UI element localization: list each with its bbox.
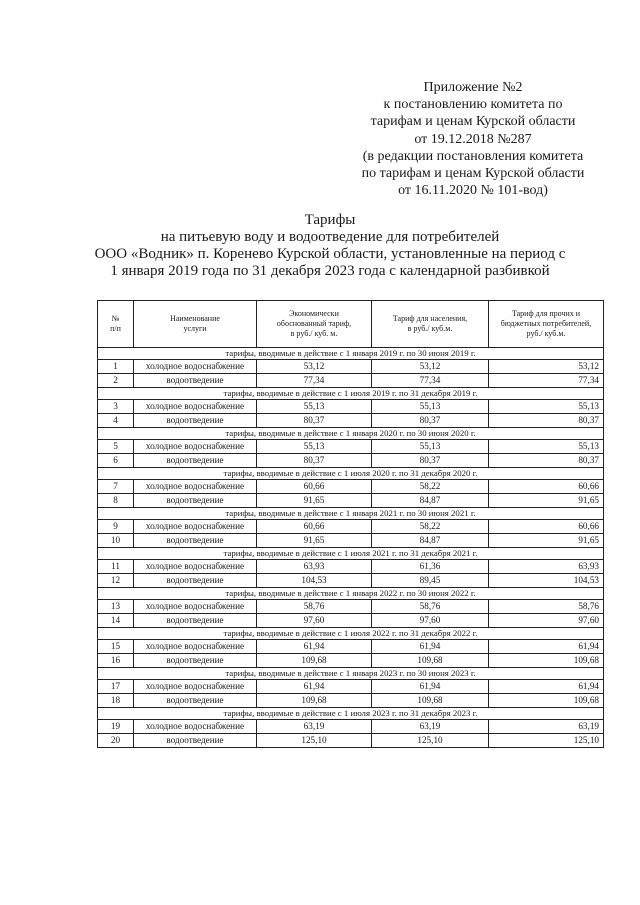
economic-tariff: 55,13 <box>257 400 372 414</box>
row-number: 10 <box>98 534 134 548</box>
table-row <box>98 720 604 734</box>
appendix-line: от 19.12.2018 №287 <box>414 131 532 147</box>
service-name: водоотведение <box>134 454 257 468</box>
other-tariff: 55,13 <box>489 400 604 414</box>
economic-tariff: 125,10 <box>257 734 372 748</box>
appendix-block <box>330 79 616 199</box>
economic-tariff: 91,65 <box>257 494 372 508</box>
service-name: водоотведение <box>134 414 257 428</box>
other-tariff: 91,65 <box>489 534 604 548</box>
other-tariff: 125,10 <box>489 734 604 748</box>
service-name: холодное водоснабжение <box>134 680 257 694</box>
population-tariff: 58,22 <box>372 480 489 494</box>
population-tariff: 63,19 <box>372 720 489 734</box>
table-row <box>98 414 604 428</box>
other-tariff: 80,37 <box>489 414 604 428</box>
title-line: 1 января 2019 года по 31 декабря 2023 года с календарной разбивкой <box>110 263 550 279</box>
period-label: тарифы, вводимые в действие с 1 июля 2019 г. по 31 декабря 2019 г. <box>98 388 604 400</box>
economic-tariff: 63,93 <box>257 560 372 574</box>
appendix-line: (в редакции постановления комитета <box>362 148 584 164</box>
population-tariff: 61,94 <box>372 640 489 654</box>
row-number: 5 <box>98 440 134 454</box>
row-number: 1 <box>98 360 134 374</box>
table-row <box>98 494 604 508</box>
population-tariff: 58,76 <box>372 600 489 614</box>
table-row <box>98 640 604 654</box>
period-row <box>98 628 604 640</box>
service-name: водоотведение <box>134 734 257 748</box>
service-name: водоотведение <box>134 574 257 588</box>
row-number: 18 <box>98 694 134 708</box>
service-name: холодное водоснабжение <box>134 400 257 414</box>
population-tariff: 77,34 <box>372 374 489 388</box>
population-tariff: 97,60 <box>372 614 489 628</box>
period-row <box>98 388 604 400</box>
economic-tariff: 80,37 <box>257 414 372 428</box>
other-tariff: 109,68 <box>489 654 604 668</box>
document-title <box>70 212 590 280</box>
service-name: водоотведение <box>134 534 257 548</box>
population-tariff: 84,87 <box>372 534 489 548</box>
economic-tariff: 53,12 <box>257 360 372 374</box>
table-header-row <box>98 301 604 348</box>
table-row <box>98 654 604 668</box>
period-label: тарифы, вводимые в действие с 1 января 2019 г. по 30 июня 2019 г. <box>98 348 604 360</box>
period-row <box>98 588 604 600</box>
other-tariff: 63,93 <box>489 560 604 574</box>
table-row <box>98 374 604 388</box>
service-name: холодное водоснабжение <box>134 440 257 454</box>
other-tariff: 91,65 <box>489 494 604 508</box>
period-row <box>98 428 604 440</box>
title-line: на питьевую воду и водоотведение для потребителей <box>160 229 500 245</box>
table-row <box>98 440 604 454</box>
header-other-tariff: Тариф для прочих и бюджетных потребителей, руб./ куб.м. <box>489 301 604 348</box>
other-tariff: 58,76 <box>489 600 604 614</box>
service-name: холодное водоснабжение <box>134 560 257 574</box>
appendix-line: к постановлению комитета по <box>383 97 563 113</box>
row-number: 8 <box>98 494 134 508</box>
economic-tariff: 61,94 <box>257 640 372 654</box>
service-name: водоотведение <box>134 374 257 388</box>
period-label: тарифы, вводимые в действие с 1 января 2023 г. по 30 июня 2023 г. <box>98 668 604 680</box>
table-row <box>98 614 604 628</box>
table-row <box>98 454 604 468</box>
economic-tariff: 60,66 <box>257 520 372 534</box>
service-name: водоотведение <box>134 654 257 668</box>
population-tariff: 109,68 <box>372 694 489 708</box>
population-tariff: 84,87 <box>372 494 489 508</box>
header-economic-tariff: Экономически обоснованный тариф, в руб./ куб. м. <box>257 301 372 348</box>
row-number: 15 <box>98 640 134 654</box>
population-tariff: 125,10 <box>372 734 489 748</box>
population-tariff: 53,12 <box>372 360 489 374</box>
other-tariff: 80,37 <box>489 454 604 468</box>
economic-tariff: 109,68 <box>257 694 372 708</box>
other-tariff: 63,19 <box>489 720 604 734</box>
row-number: 14 <box>98 614 134 628</box>
title-line: Тарифы <box>304 212 356 228</box>
other-tariff: 104,53 <box>489 574 604 588</box>
economic-tariff: 77,34 <box>257 374 372 388</box>
row-number: 4 <box>98 414 134 428</box>
service-name: холодное водоснабжение <box>134 480 257 494</box>
table-row <box>98 480 604 494</box>
row-number: 7 <box>98 480 134 494</box>
period-label: тарифы, вводимые в действие с 1 июля 2020 г. по 31 декабря 2020 г. <box>98 468 604 480</box>
appendix-line: тарифам и ценам Курской области <box>370 114 576 130</box>
economic-tariff: 58,76 <box>257 600 372 614</box>
other-tariff: 109,68 <box>489 694 604 708</box>
service-name: холодное водоснабжение <box>134 600 257 614</box>
row-number: 11 <box>98 560 134 574</box>
population-tariff: 61,94 <box>372 680 489 694</box>
economic-tariff: 109,68 <box>257 654 372 668</box>
header-population-tariff: Тариф для населения, в руб./ куб.м. <box>372 301 489 348</box>
table-row <box>98 560 604 574</box>
other-tariff: 53,12 <box>489 360 604 374</box>
population-tariff: 89,45 <box>372 574 489 588</box>
economic-tariff: 80,37 <box>257 454 372 468</box>
population-tariff: 58,22 <box>372 520 489 534</box>
period-label: тарифы, вводимые в действие с 1 июля 2023 г. по 31 декабря 2023 г. <box>98 708 604 720</box>
row-number: 2 <box>98 374 134 388</box>
table-row <box>98 680 604 694</box>
period-label: тарифы, вводимые в действие с 1 января 2021 г. по 30 июня 2021 г. <box>98 508 604 520</box>
row-number: 16 <box>98 654 134 668</box>
header-service: Наименование услуги <box>134 301 257 348</box>
period-label: тарифы, вводимые в действие с 1 января 2022 г. по 30 июня 2022 г. <box>98 588 604 600</box>
other-tariff: 61,94 <box>489 680 604 694</box>
row-number: 19 <box>98 720 134 734</box>
period-row <box>98 668 604 680</box>
population-tariff: 109,68 <box>372 654 489 668</box>
service-name: водоотведение <box>134 614 257 628</box>
table-row <box>98 694 604 708</box>
population-tariff: 80,37 <box>372 454 489 468</box>
economic-tariff: 91,65 <box>257 534 372 548</box>
economic-tariff: 55,13 <box>257 440 372 454</box>
population-tariff: 80,37 <box>372 414 489 428</box>
period-label: тарифы, вводимые в действие с 1 января 2020 г. по 30 июня 2020 г. <box>98 428 604 440</box>
appendix-line: Приложение №2 <box>423 80 523 95</box>
table-row <box>98 400 604 414</box>
table-row <box>98 520 604 534</box>
economic-tariff: 61,94 <box>257 680 372 694</box>
service-name: водоотведение <box>134 494 257 508</box>
economic-tariff: 97,60 <box>257 614 372 628</box>
period-row <box>98 508 604 520</box>
other-tariff: 61,94 <box>489 640 604 654</box>
period-row <box>98 348 604 360</box>
row-number: 3 <box>98 400 134 414</box>
other-tariff: 60,66 <box>489 480 604 494</box>
tariff-table <box>97 300 604 748</box>
row-number: 12 <box>98 574 134 588</box>
service-name: водоотведение <box>134 694 257 708</box>
other-tariff: 77,34 <box>489 374 604 388</box>
economic-tariff: 60,66 <box>257 480 372 494</box>
row-number: 13 <box>98 600 134 614</box>
other-tariff: 55,13 <box>489 440 604 454</box>
service-name: холодное водоснабжение <box>134 640 257 654</box>
row-number: 6 <box>98 454 134 468</box>
period-row <box>98 548 604 560</box>
table-row <box>98 574 604 588</box>
period-label: тарифы, вводимые в действие с 1 июля 2022 г. по 31 декабря 2022 г. <box>98 628 604 640</box>
service-name: холодное водоснабжение <box>134 720 257 734</box>
row-number: 20 <box>98 734 134 748</box>
table-row <box>98 534 604 548</box>
population-tariff: 55,13 <box>372 440 489 454</box>
title-line: ООО «Водник» п. Коренево Курской области, установленные на период с <box>94 246 566 262</box>
period-label: тарифы, вводимые в действие с 1 июля 2021 г. по 31 декабря 2021 г. <box>98 548 604 560</box>
appendix-line: по тарифам и ценам Курской области <box>361 166 585 182</box>
header-number: № п/п <box>98 301 134 348</box>
period-row <box>98 708 604 720</box>
period-row <box>98 468 604 480</box>
service-name: холодное водоснабжение <box>134 360 257 374</box>
row-number: 17 <box>98 680 134 694</box>
table-row <box>98 600 604 614</box>
table-row <box>98 734 604 748</box>
economic-tariff: 63,19 <box>257 720 372 734</box>
table-row <box>98 360 604 374</box>
economic-tariff: 104,53 <box>257 574 372 588</box>
appendix-line: от 16.11.2020 № 101-вод) <box>398 183 548 199</box>
other-tariff: 60,66 <box>489 520 604 534</box>
row-number: 9 <box>98 520 134 534</box>
other-tariff: 97,60 <box>489 614 604 628</box>
population-tariff: 61,36 <box>372 560 489 574</box>
service-name: холодное водоснабжение <box>134 520 257 534</box>
population-tariff: 55,13 <box>372 400 489 414</box>
